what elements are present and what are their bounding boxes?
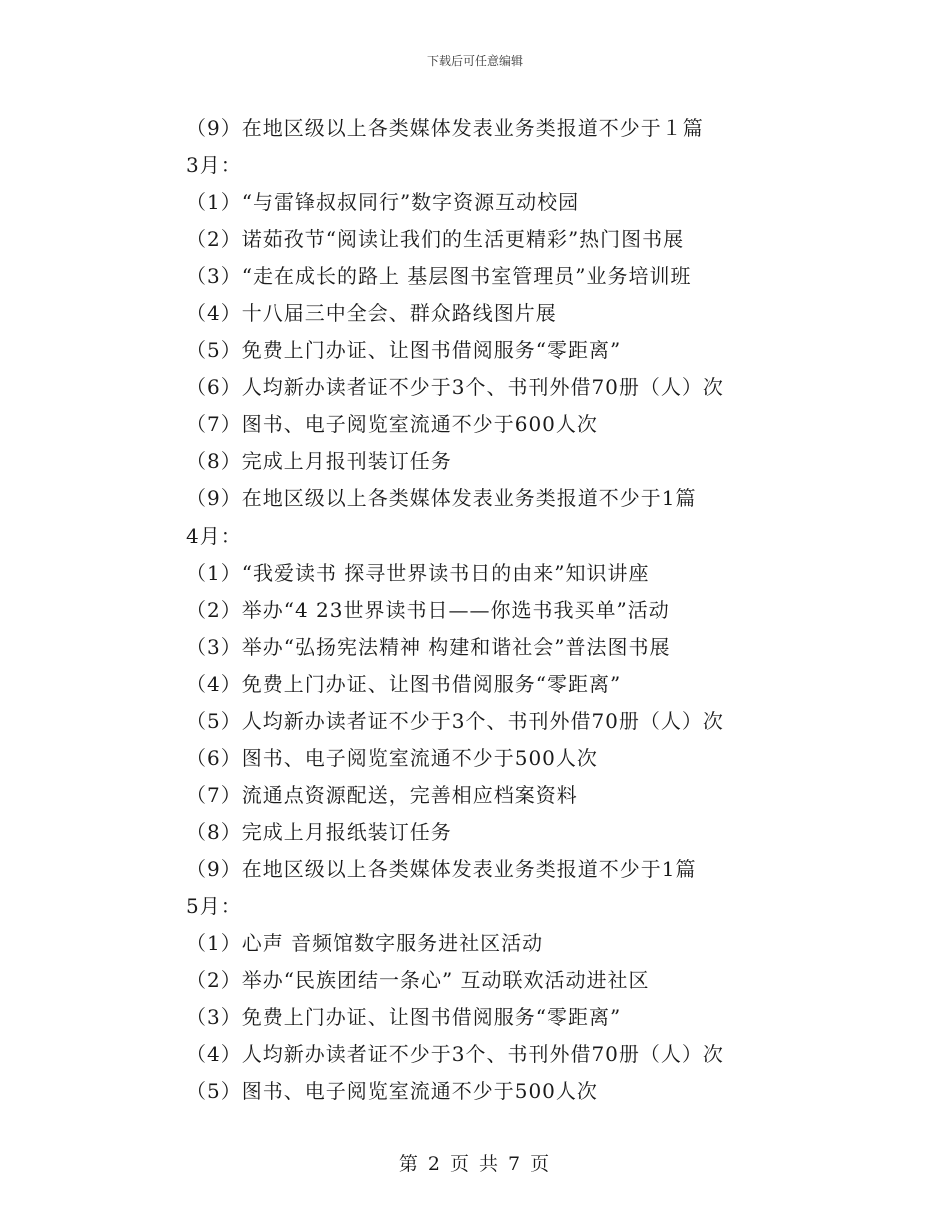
document-line: （9）在地区级以上各类媒体发表业务类报道不少于1篇 bbox=[186, 856, 697, 881]
document-line: （1）“我爱读书 探寻世界读书日的由来”知识讲座 bbox=[186, 560, 650, 585]
document-line: （4）人均新办读者证不少于3个、书刊外借70册（人）次 bbox=[186, 1042, 724, 1067]
document-line: （2）举办“民族团结一条心” 互动联欢活动进社区 bbox=[186, 968, 650, 993]
document-line: （4）十八届三中全会、群众路线图片展 bbox=[186, 301, 557, 326]
month-heading: 5月： bbox=[186, 893, 242, 918]
document-line: （7）图书、电子阅览室流通不少于600人次 bbox=[186, 412, 598, 437]
document-line: （3）“走在成长的路上 基层图书室管理员”业务培训班 bbox=[186, 264, 692, 289]
document-line: （6）人均新办读者证不少于3个、书刊外借70册（人）次 bbox=[186, 375, 724, 400]
document-line: （3）免费上门办证、让图书借阅服务“零距离” bbox=[186, 1005, 622, 1030]
page-header: 下载后可任意编辑 bbox=[426, 54, 523, 68]
document-line: （2）举办“4 23世界读书日——你选书我买单”活动 bbox=[186, 597, 670, 622]
page-footer: 第 2 页 共 7 页 bbox=[398, 1153, 552, 1175]
document-line: （9）在地区级以上各类媒体发表业务类报道不少于１篇 bbox=[186, 116, 704, 140]
document-line: （4）免费上门办证、让图书借阅服务“零距离” bbox=[186, 671, 622, 696]
document-body bbox=[186, 110, 826, 1110]
document-line: （3）举办“弘扬宪法精神 构建和谐社会”普法图书展 bbox=[186, 634, 671, 659]
document-line: （2）诺茹孜节“阅读让我们的生活更精彩”热门图书展 bbox=[186, 227, 685, 252]
document-line: （7）流通点资源配送，完善相应档案资料 bbox=[186, 782, 578, 807]
month-heading: 4月： bbox=[186, 523, 242, 548]
document-line: （1）心声 音频馆数字服务进社区活动 bbox=[186, 931, 544, 956]
document-line: （5）免费上门办证、让图书借阅服务“零距离” bbox=[186, 338, 622, 363]
document-line: （1）“与雷锋叔叔同行”数字资源互动校园 bbox=[186, 190, 580, 215]
document-line: （6）图书、电子阅览室流通不少于500人次 bbox=[186, 745, 598, 770]
document-line: （8）完成上月报纸装订任务 bbox=[186, 819, 452, 844]
month-heading: 3月： bbox=[186, 153, 242, 178]
document-line: （8）完成上月报刊装订任务 bbox=[186, 449, 452, 474]
document-line: （5）人均新办读者证不少于3个、书刊外借70册（人）次 bbox=[186, 708, 724, 733]
document-line: （9）在地区级以上各类媒体发表业务类报道不少于1篇 bbox=[186, 486, 697, 511]
document-line: （5）图书、电子阅览室流通不少于500人次 bbox=[186, 1079, 598, 1104]
